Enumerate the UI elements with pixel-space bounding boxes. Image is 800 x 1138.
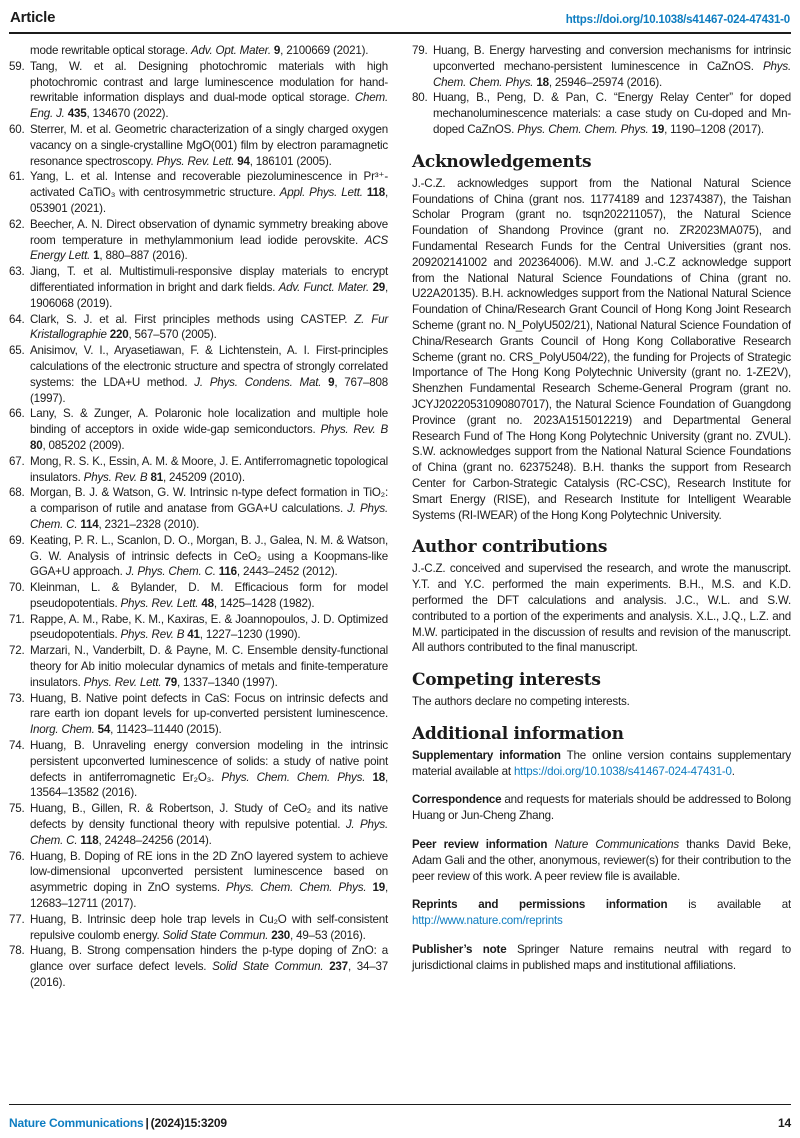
author-contributions-text: J.-C.Z. conceived and supervised the research, and wrote the manuscript. Y.T. and Y.C. performed the main experiments. B.H., M.S. and K.D. performed the DFT calculations and analysis. J.C., W.L. and S.W. contributed to a portion of the experiments and analysis. X.L., J.Q., L.Z. and M.W. participated in the discussion of results and revision of the manuscript. All authors contributed to the final manuscript. [412, 562, 791, 655]
reference-text: Mong, R. S. K., Essin, A. M. & Moore, J. E. Antiferromagnetic topological insulators. Phys. Rev. B 81, 245209 (2010). [30, 454, 388, 484]
reference-item [9, 406, 388, 453]
reference-item [9, 533, 388, 580]
page-number: 14 [778, 1115, 791, 1130]
reference-item [9, 612, 388, 644]
footer-separator: | [145, 1115, 149, 1130]
reference-item [9, 912, 388, 944]
reference-item [9, 264, 388, 311]
reference-text: Beecher, A. N. Direct observation of dynamic symmetry breaking above room temperature in methylammonium lead iodide perovskite. ACS Energy Lett. 1, 880–887 (2016). [30, 217, 388, 263]
reference-item [9, 312, 388, 344]
article-type-label: Article [10, 9, 56, 26]
reference-number: 73. [9, 691, 25, 705]
reference-number: 79. [412, 44, 428, 57]
reference-text: Huang, B. Intrinsic deep hole trap levels in Cu₂O with self-consistent repulsive coulomb energy. Solid State Commun. 230, 49–53 (2016). [30, 912, 388, 942]
reference-number: 77. [9, 912, 25, 926]
reference-text: Jiang, T. et al. Multistimuli-responsive display materials to encrypt differentiated information in bright and dark fields. Adv. Funct. Mater. 29, 1906068 (2019). [30, 265, 388, 310]
reference-text: Huang, B. Doping of RE ions in the 2D ZnO layered system to achieve low-dimensional upconverted persistent luminescence based on asymmetric doping in ZnO systems. Phys. Chem. Chem. Phys. 19, 12683–12711 (2017). [30, 849, 388, 911]
reference-text: Yang, L. et al. Intense and recoverable piezoluminescence in Pr³⁺-activated CaTiO₃ with centrosymmetric structure. Appl. Phys. Lett. 118, 053901 (2021). [30, 170, 388, 215]
section-title-acknowledgements: Acknowledgements [412, 151, 592, 172]
reference-number: 78. [9, 944, 25, 958]
reference-item [9, 738, 388, 801]
reference-text: Huang, B., Peng, D. & Pan, C. “Energy Relay Center” for doped mechanoluminescence materials: a case study on Cu-doped and Mn-doped CaZnOS. Phys. Chem. Chem. Phys. 19, 1190–1208 (2017). [433, 91, 791, 136]
reference-number: 63. [9, 265, 25, 279]
reference-number: 75. [9, 802, 25, 816]
page-header [9, 0, 791, 34]
reference-item [412, 90, 791, 137]
acknowledgements-text: J.-C.Z. acknowledges support from the National Natural Science Foundations of China (grant nos. 11774189 and 12374387), the Taishan Scholar Program (grant no. tsqn202211057), the Natural Science Foundation of Shandong Province (grant no. ZR2023MA075), and Fundamental Research Funds for the Central Universities (grant nos. 209202141002 and 202364006). M.W. and J.-C.Z acknowledge support from the National Natural Science Foundations of China (grant no. U22A20135). B.H. acknowledges support from the National Natural Science Foundation of China/Research Grant Council of Hong Kong Joint Research Scheme (grant no. N_PolyU502/21), National Natural Science Foundation of China/Research Grants Council of Hong Kong Collaborative Research Scheme (grant no. CRS_PolyU504/22), the funding for Projects of Strategic Importance of The Hong Kong Polytechnic University (grant no. 1-ZE2V), Shenzhen Fundamental Research Scheme-General Program (grant no. JCYJ20220531090807017), the Natural Science Foundation of Guangdong Province (grant no. 2023A1515012219) and Departmental General Research Fund of The Hong Kong Polytechnic University (grant no. ZVUL). S.W. acknowledges support from the National Natural Science Foundations of China (grant no. 62375248). B.H. thanks the support from Research Center for Carbon-Strategic Catalysis (RC-CSC), Research Institute for Smart Energy (RISE), and Research Institute for Intelligent Wearable Systems (RI-IWEAR) of the Hong Kong Polytechnic University. [412, 176, 791, 522]
reference-number: 70. [9, 581, 25, 595]
reference-list-right [412, 43, 791, 138]
left-column [9, 43, 388, 1103]
reference-text: mode rewritable optical storage. Adv. Opt. Mater. 9, 2100669 (2021). [30, 44, 369, 57]
additional-information-paragraphs [412, 748, 791, 974]
reference-number: 60. [9, 122, 25, 136]
additional-info-paragraph: Publisher’s note Springer Nature remains neutral with regard to jurisdictional claims in published maps and institutional affiliations. [412, 943, 791, 972]
reference-item [9, 169, 388, 216]
reference-text: Lany, S. & Zunger, A. Polaronic hole localization and multiple hole binding of acceptors in oxide wide-gap semiconductors. Phys. Rev. B 80, 085202 (2009). [30, 407, 389, 452]
footer-citation-group [9, 1116, 229, 1130]
section-title-competing-interests: Competing interests [412, 670, 601, 691]
reference-text: Huang, B. Energy harvesting and conversion mechanisms for intrinsic upconverted mechano-persistent luminescence in CaZnOS. Phys. Chem. Chem. Phys. 18, 25946–25974 (2016). [433, 44, 791, 89]
reference-number: 76. [9, 849, 25, 863]
reference-number: 65. [9, 344, 25, 358]
additional-info-paragraph: Reprints and permissions information is available at http://www.nature.com/reprints [412, 898, 791, 928]
reference-number: 64. [9, 312, 25, 326]
section-title-author-contributions: Author contributions [412, 537, 608, 558]
reference-number: 61. [9, 170, 25, 184]
additional-info-paragraph: Correspondence and requests for materials should be addressed to Bolong Huang or Jun-Cheng Zhang. [412, 793, 791, 823]
reference-item [9, 580, 388, 612]
reference-number: 69. [9, 533, 25, 547]
additional-info-paragraph: Peer review information Nature Communications thanks David Beke, Adam Gali and the other, anonymous, reviewer(s) for their contribution to the peer review of this work. A peer review file is available. [412, 838, 791, 883]
reference-list-left [9, 43, 388, 991]
reference-text: Morgan, B. J. & Watson, G. W. Intrinsic n-type defect formation in TiO₂: a comparison of rutile and anatase from GGA+U calculations. J. Phys. Chem. C. 114, 2321–2328 (2010). [30, 486, 388, 531]
reference-item [9, 454, 388, 486]
reference-item [412, 43, 791, 90]
reference-text: Huang, B. Strong compensation hinders the p-type doping of ZnO: a glance over surface defect levels. Solid State Commun. 237, 34–37 (2016). [30, 944, 388, 990]
inline-link[interactable]: https://doi.org/10.1038/s41467-024-47431-0 [513, 764, 732, 778]
reference-item [9, 849, 388, 912]
reference-text: Huang, B., Gillen, R. & Robertson, J. Study of CeO₂ and its native defects by density functional theory with repulsive potential. J. Phys. Chem. C. 118, 24248–24256 (2014). [30, 802, 388, 847]
reference-text: Sterrer, M. et al. Geometric characterization of a singly charged oxygen vacancy on a single-crystalline MgO(001) film by electron paramagnetic resonance spectroscopy. Phys. Rev. Lett. 94, 186101 (2005). [30, 122, 388, 168]
footer-citation: (2024)15:3209 [150, 1115, 227, 1130]
reference-number: 80. [412, 91, 428, 105]
reference-text: Tang, W. et al. Designing photochromic materials with high photochromic contrast and large luminescence modulation for hand-rewritable information displays and dual-mode optical storage. Chem. Eng. J. 435, 134670 (2022). [30, 59, 388, 121]
reference-item [9, 691, 388, 738]
reference-text: Huang, B. Unraveling energy conversion modeling in the intrinsic persistent upconverted luminescence of solids: a study of native point defects in antiferromagnetic Er₂O₃. Phys. Chem. Chem. Phys. 18, 13564–13582 (2016). [30, 739, 388, 800]
reference-number: 66. [9, 407, 25, 421]
reference-number: 74. [9, 739, 25, 753]
reference-text: Huang, B. Native point defects in CaS: Focus on intrinsic defects and rare earth ion dopant levels for up-converted persistent luminescence. Inorg. Chem. 54, 11423–11440 (2015). [30, 691, 388, 737]
reference-item [9, 643, 388, 690]
reference-item [9, 485, 388, 532]
reference-number: 72. [9, 644, 25, 658]
reference-text: Marzari, N., Vanderbilt, D. & Payne, M. C. Ensemble density-functional theory for Ab initio molecular dynamics of metals and finite-temperature insulators. Phys. Rev. Lett. 79, 1337–1340 (1997). [30, 644, 388, 689]
right-column [412, 43, 791, 1103]
reference-text: Kleinman, L. & Bylander, D. M. Efficacious form for model pseudopotentials. Phys. Rev. Lett. 48, 1425–1428 (1982). [30, 581, 388, 610]
reference-number: 71. [9, 612, 25, 626]
reference-text: Anisimov, V. I., Aryasetiawan, F. & Lichtenstein, A. I. First-principles calculations of the electronic structure and spectra of strongly correlated systems: the LDA+U method. J. Phys. Condens. Mat. 9, 767–808 (1997). [30, 344, 388, 405]
page-footer [9, 1104, 791, 1138]
reference-number: 68. [9, 486, 25, 500]
reference-number: 62. [9, 217, 25, 231]
reference-number: 67. [9, 454, 25, 468]
additional-info-paragraph: Supplementary information The online version contains supplementary material available at https://doi.org/10.1038/s41467-024-47431-0. [412, 748, 791, 778]
reference-item [9, 943, 388, 990]
reference-text: Rappe, A. M., Rabe, K. M., Kaxiras, E. & Joannopoulos, J. D. Optimized pseudopotentials. Phys. Rev. B 41, 1227–1230 (1990). [30, 612, 388, 642]
section-title-additional-information: Additional information [412, 723, 624, 744]
competing-interests-text: The authors declare no competing interests. [412, 695, 630, 709]
inline-link[interactable]: http://www.nature.com/reprints [412, 914, 563, 928]
doi-link[interactable]: https://doi.org/10.1038/s41467-024-47431-0 [565, 14, 790, 26]
reference-number: 59. [9, 59, 25, 73]
journal-name-link[interactable]: Nature Communications [9, 1115, 144, 1130]
two-column-body [9, 43, 791, 1103]
reference-text: Keating, P. R. L., Scanlon, D. O., Morgan, B. J., Galea, N. M. & Watson, G. W. Analysis of intrinsic defects in CeO₂ using a Koopmans-like GGA+U approach. J. Phys. Chem. C. 116, 2443–2452 (2012). [30, 533, 388, 579]
reference-item [9, 343, 388, 406]
reference-item [9, 59, 388, 122]
reference-item [9, 801, 388, 848]
reference-item [9, 43, 388, 59]
reference-item [9, 122, 388, 169]
reference-text: Clark, S. J. et al. First principles methods using CASTEP. Z. Fur Kristallographie 220, 567–570 (2005). [30, 312, 388, 342]
reference-item [9, 217, 388, 264]
